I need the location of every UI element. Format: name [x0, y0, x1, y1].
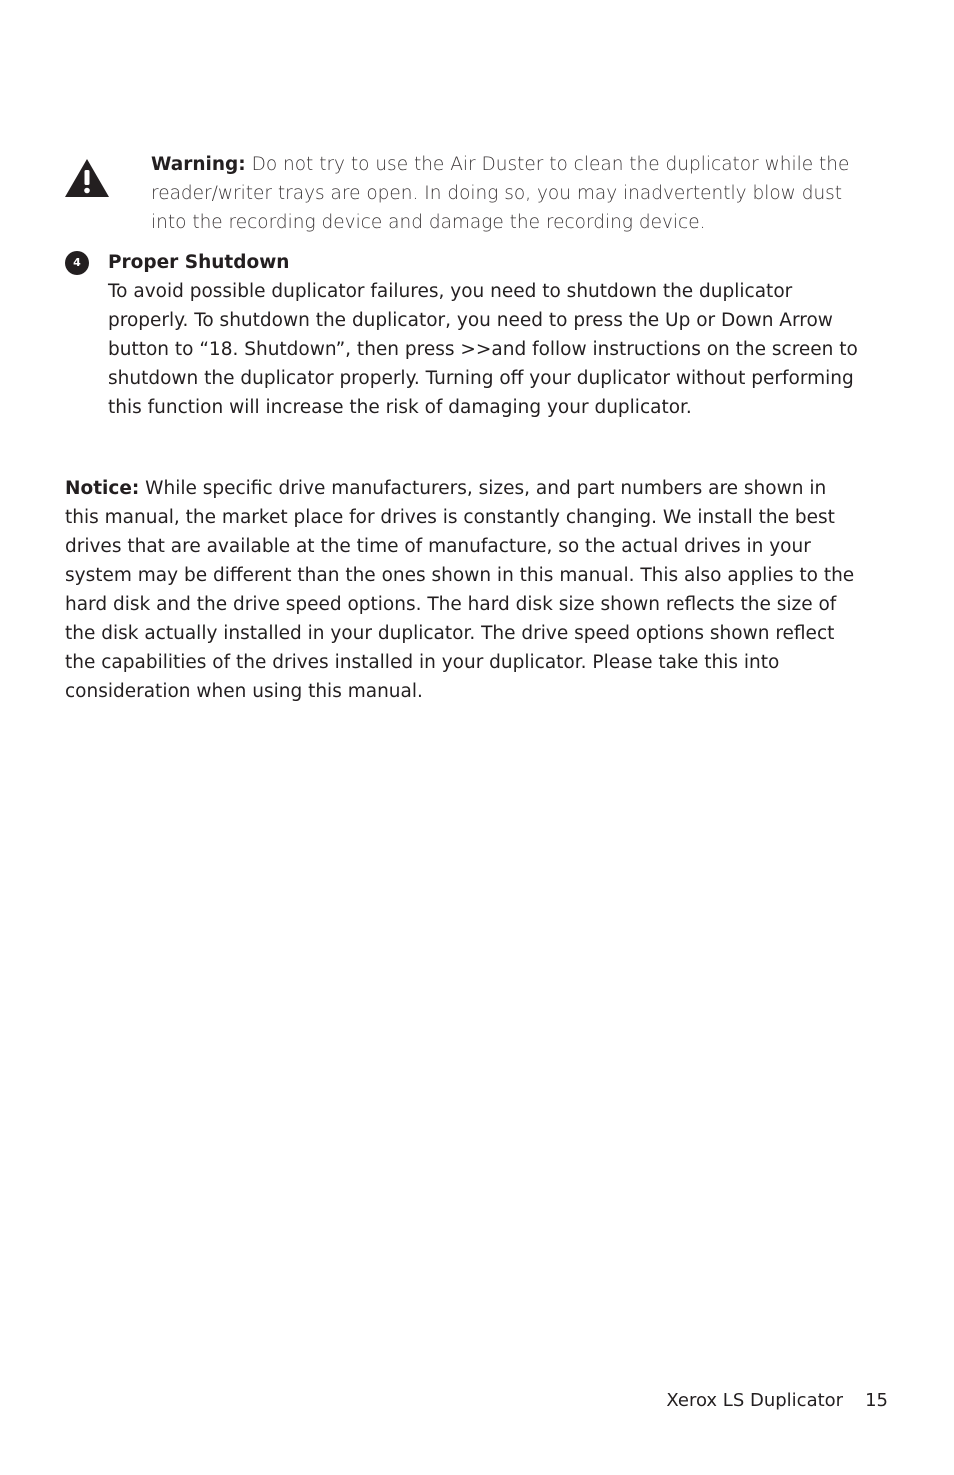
notice-body: While specific drive manufacturers, sizes, and part numbers are shown in this manual, the market place for drives is constantly changing. We install the best drives that are available at the time of manufacture, so the actual drives in your system may be different than the ones shown in this manual. This also applies to the hard disk and the drive speed options. The hard disk size shown reflects the size of the disk actually installed in your duplicator. The drive speed options shown reflect the capabilities of the drives installed in your duplicator. Please take this into consideration when using this manual.: [65, 478, 855, 702]
footer-title: Xerox LS Duplicator: [666, 1390, 844, 1411]
notice-paragraph: [65, 474, 865, 706]
warning-triangle-icon: [64, 158, 110, 198]
warning-label: Warning:: [151, 154, 246, 175]
step-title: Proper Shutdown: [108, 252, 290, 273]
page-footer: [666, 1388, 888, 1414]
warning-body: Do not try to use the Air Duster to clean the duplicator while the reader/writer trays are open. In doing so, you may inadvertently blow dust into the recording device and damage the recording device.: [151, 154, 850, 233]
step-body: To avoid possible duplicator failures, you need to shutdown the duplicator properly. To shutdown the duplicator, you need to press the Up or Down Arrow button to “18. Shutdown”, then press >>and follow instructions on the screen to shutdown the duplicator properly. Turning off your duplicator without performing this function will increase the risk of damaging your duplicator.: [108, 281, 858, 418]
page-number: 15: [865, 1390, 888, 1411]
proper-shutdown-section: [108, 248, 878, 422]
warning-paragraph: [151, 150, 881, 237]
step-number-badge: 4: [65, 251, 89, 275]
notice-label: Notice:: [65, 478, 140, 499]
